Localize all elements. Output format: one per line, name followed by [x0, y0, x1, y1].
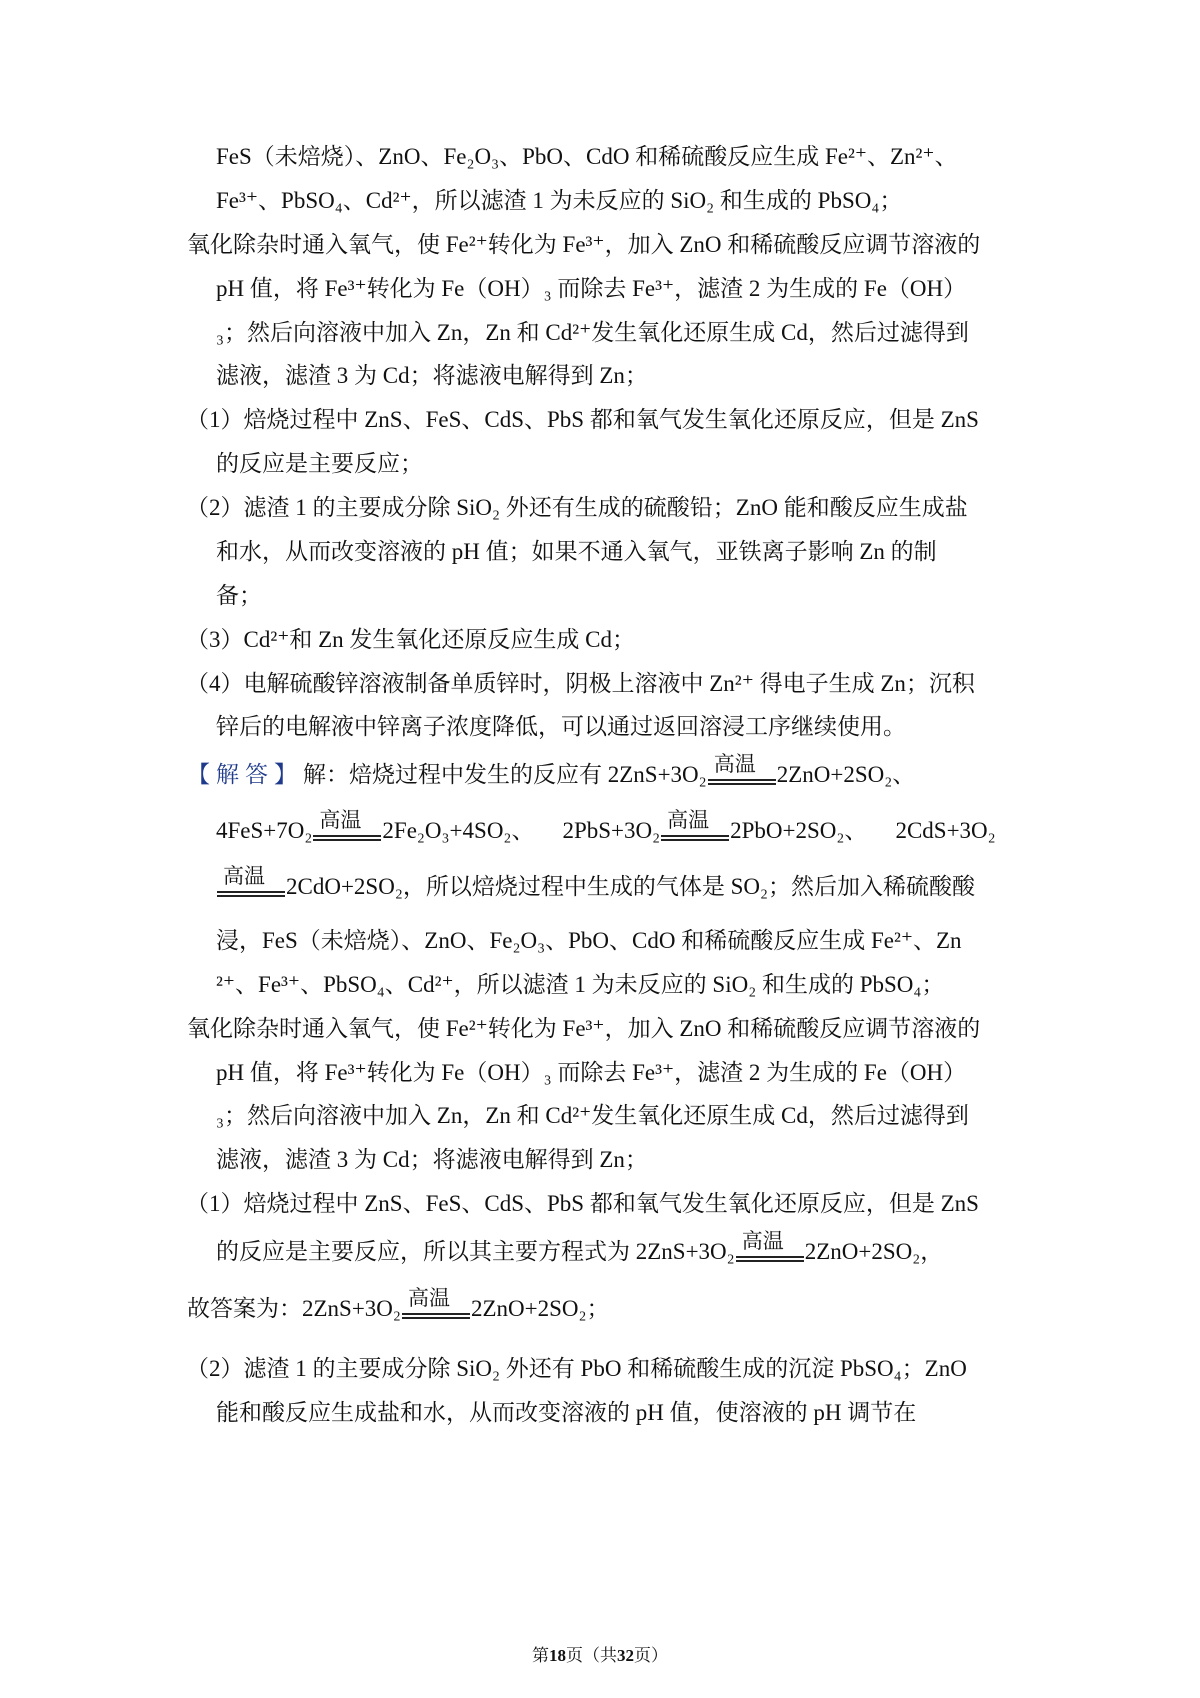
text-line: 能和酸反应生成盐和水，从而改变溶液的 pH 值，使溶液的 pH 调节在: [216, 1400, 917, 1425]
condition-label: 高温: [713, 752, 756, 776]
condition-label: 高温: [319, 808, 362, 832]
text-line: 氧化除杂时通入氧气，使 Fe²⁺转化为 Fe³⁺，加入 ZnO 和稀硫酸反应调节溶液的: [187, 232, 981, 257]
reaction-3-left: 2PbS+3O₂: [562, 818, 661, 843]
reaction-1-left: 解：焙烧过程中发生的反应有 2ZnS+3O₂: [303, 762, 707, 787]
main-equation-line: [216, 1229, 944, 1267]
reaction-4-left: 2CdS+3O₂: [895, 818, 996, 843]
equation-bar: [661, 835, 729, 837]
equation-bar: [402, 1317, 470, 1319]
reaction-2-left: 4FeS+7O₂: [216, 818, 313, 843]
equation-bar: [736, 1256, 804, 1258]
condition-label: 高温: [407, 1286, 450, 1310]
equation-bar: [708, 783, 776, 785]
footer-text: 页）: [634, 1646, 668, 1665]
final-answer-left: 故答案为：2ZnS+3O₂: [187, 1296, 401, 1321]
high-temp-condition: [708, 752, 776, 790]
text-line: （4）电解硫酸锌溶液制备单质锌时，阴极上溶液中 Zn²⁺ 得电子生成 Zn；沉积: [186, 671, 975, 696]
equation-bar: [313, 835, 381, 837]
text-line: pH 值，将 Fe³⁺转化为 Fe（OH）₃ 而除去 Fe³⁺，滤渣 2 为生成的 Fe（OH）: [216, 276, 967, 301]
reactions-line: [216, 864, 976, 902]
equation-bar: [661, 839, 729, 841]
high-temp-condition: [402, 1286, 470, 1324]
footer-text: 第: [532, 1646, 549, 1665]
condition-label: 高温: [667, 808, 710, 832]
text-line: ₃；然后向溶液中加入 Zn，Zn 和 Cd²⁺发生氧化还原生成 Cd，然后过滤得到: [216, 320, 969, 345]
high-temp-condition: [661, 808, 729, 846]
high-temp-condition: [736, 1229, 804, 1267]
page-footer: [0, 1641, 1200, 1666]
text-line: Fe³⁺、PbSO₄、Cd²⁺，所以滤渣 1 为未反应的 SiO₂ 和生成的 PbSO₄；: [216, 188, 903, 213]
equation-bar: [217, 891, 285, 893]
final-answer-right: 2ZnO+2SO₂；: [470, 1296, 610, 1321]
text-line: 和水，从而改变溶液的 pH 值；如果不通入氧气，亚铁离子影响 Zn 的制: [216, 539, 937, 564]
text-line: （1）焙烧过程中 ZnS、FeS、CdS、PbS 都和氧气发生氧化还原反应，但是 ZnS: [186, 1191, 979, 1216]
text-line: 氧化除杂时通入氧气，使 Fe²⁺转化为 Fe³⁺，加入 ZnO 和稀硫酸反应调节溶液的: [187, 1016, 981, 1041]
high-temp-condition: [313, 808, 381, 846]
reaction-2-right: 2Fe₂O₃+4SO₂、: [382, 818, 535, 843]
text-line: 的反应是主要反应；: [216, 451, 423, 476]
condition-label: 高温: [741, 1229, 784, 1253]
answer-label: 【解答】: [187, 762, 303, 787]
equation-bar: [736, 1260, 804, 1262]
text-line: （2）滤渣 1 的主要成分除 SiO₂ 外还有生成的硫酸铅；ZnO 能和酸反应生成盐: [186, 495, 968, 520]
reaction-4-right: 2CdO+2SO₂，所以焙烧过程中生成的气体是 SO₂；然后加入稀硫酸酸: [286, 874, 976, 899]
text-line: 锌后的电解液中锌离子浓度降低，可以通过返回溶浸工序继续使用。: [216, 714, 906, 739]
text-line: ₃；然后向溶液中加入 Zn，Zn 和 Cd²⁺发生氧化还原生成 Cd，然后过滤得到: [216, 1103, 969, 1128]
page-number: 18: [549, 1646, 566, 1665]
text-line: 滤液，滤渣 3 为 Cd；将滤液电解得到 Zn；: [216, 363, 648, 388]
footer-text: 页（共: [566, 1646, 617, 1665]
text-line: ²⁺、Fe³⁺、PbSO₄、Cd²⁺，所以滤渣 1 为未反应的 SiO₂ 和生成的 PbSO₄；: [216, 972, 945, 997]
high-temp-condition: [217, 864, 285, 902]
text-line: 滤液，滤渣 3 为 Cd；将滤液电解得到 Zn；: [216, 1147, 648, 1172]
equation-bar: [402, 1313, 470, 1315]
reaction-3-right: 2PbO+2SO₂、: [730, 818, 868, 843]
text-line: （2）滤渣 1 的主要成分除 SiO₂ 外还有 PbO 和稀硫酸生成的沉淀 PbSO₄；ZnO: [186, 1356, 967, 1381]
reactions-line: [216, 808, 996, 846]
total-pages: 32: [617, 1646, 634, 1665]
main-equation-right: 2ZnO+2SO₂，: [804, 1239, 944, 1264]
answer-intro-line: [187, 752, 916, 790]
final-answer-line: [187, 1286, 610, 1324]
text-line: 浸，FeS（未焙烧）、ZnO、Fe₂O₃、PbO、CdO 和稀硫酸反应生成 Fe²⁺、Zn: [216, 928, 962, 953]
text-line: （1）焙烧过程中 ZnS、FeS、CdS、PbS 都和氧气发生氧化还原反应，但是 ZnS: [186, 407, 979, 432]
equation-bar: [217, 895, 285, 897]
text-line: pH 值，将 Fe³⁺转化为 Fe（OH）₃ 而除去 Fe³⁺，滤渣 2 为生成的 Fe（OH）: [216, 1060, 967, 1085]
equation-bar: [708, 779, 776, 781]
condition-label: 高温: [223, 864, 265, 888]
text-line: FeS（未焙烧）、ZnO、Fe₂O₃、PbO、CdO 和稀硫酸反应生成 Fe²⁺、Zn²⁺、: [216, 144, 958, 169]
text-line: 备；: [216, 583, 262, 608]
main-equation-left: 的反应是主要反应，所以其主要方程式为 2ZnS+3O₂: [216, 1239, 735, 1264]
text-line: （3）Cd²⁺和 Zn 发生氧化还原反应生成 Cd；: [186, 627, 636, 652]
reaction-1-right: 2ZnO+2SO₂、: [776, 762, 916, 787]
equation-bar: [313, 839, 381, 841]
